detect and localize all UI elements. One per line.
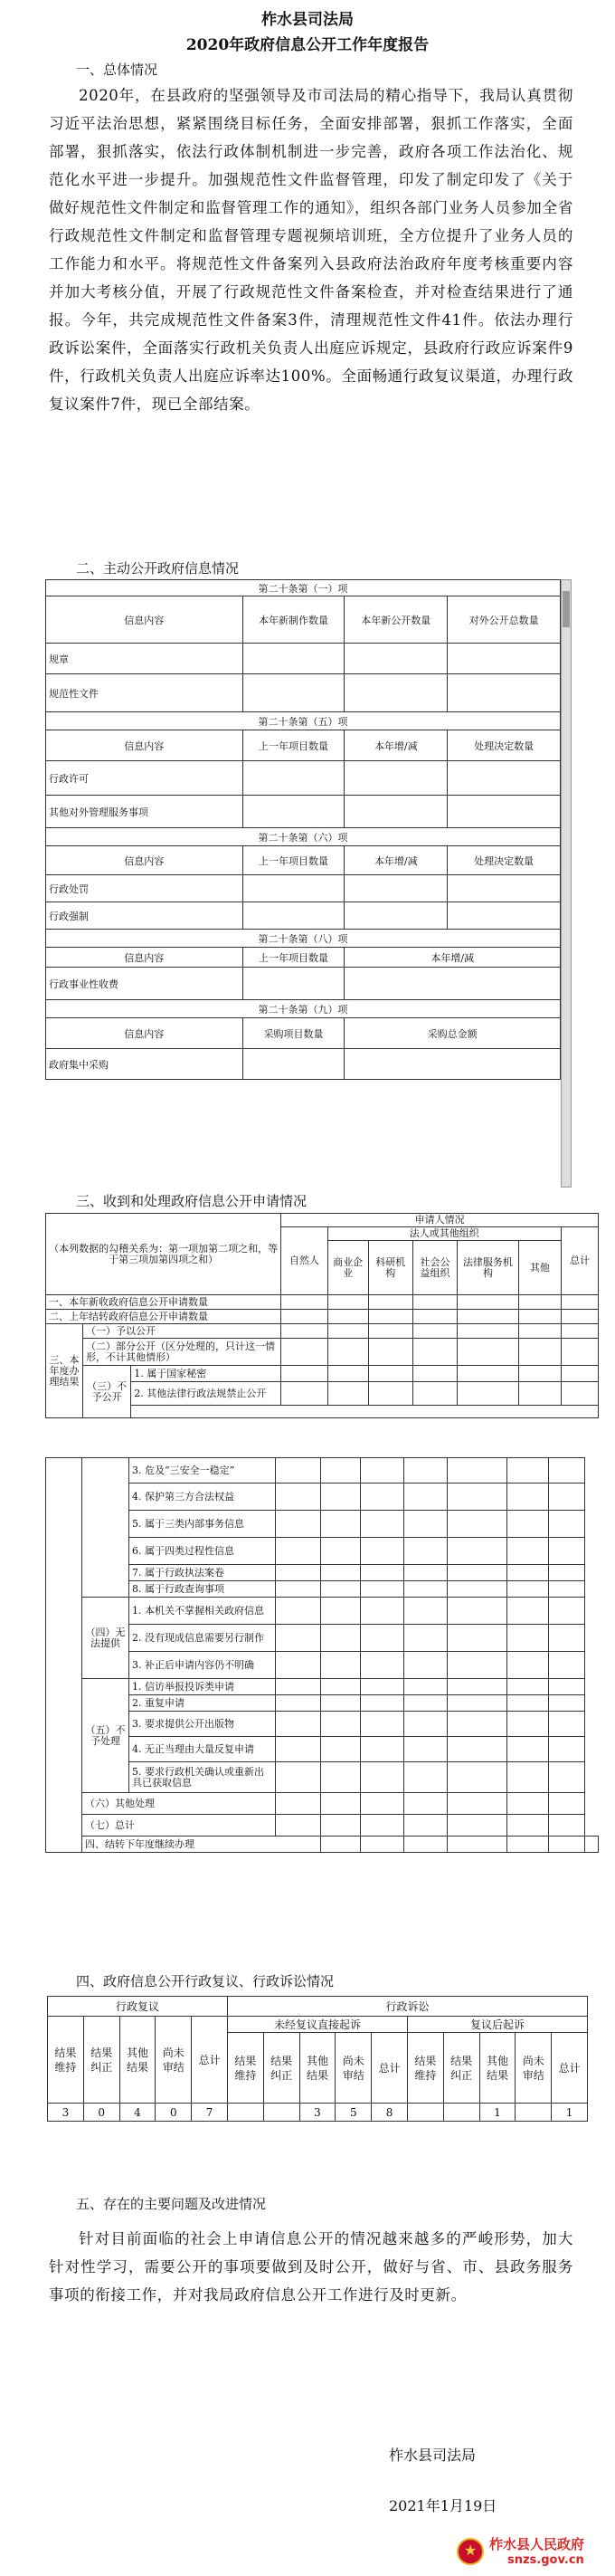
col-header: 结果维持	[227, 2033, 263, 2104]
row-label: 3. 要求提供公开出版物	[129, 1712, 276, 1737]
row-label: 2. 其他法律行政法规禁止公开	[131, 1382, 281, 1406]
row-label: 8. 属于行政查询事项	[129, 1581, 276, 1598]
active-disclosure-table	[45, 579, 561, 1080]
application-table-continued	[45, 1457, 599, 1853]
table-row	[46, 1324, 599, 1339]
block5-header: 第二十条第（九）项	[46, 1000, 561, 1018]
row-label: 5. 要求行政机关确认或重新出具已获取信息	[129, 1762, 276, 1793]
logo-name: 柞水县人民政府	[489, 2536, 585, 2552]
row-label: （三）不予公开	[83, 1366, 131, 1418]
table-row	[46, 875, 561, 902]
table-row	[46, 1049, 561, 1080]
row-label: （五）不予处理	[82, 1679, 129, 1793]
block2-col: 处理决定数量	[448, 730, 561, 761]
col-header: 结果维持	[48, 2017, 84, 2104]
value-cell	[263, 2104, 299, 2122]
section1-heading: 一、总体情况	[76, 62, 158, 78]
block2-header: 第二十条第（五）项	[46, 712, 561, 730]
row-label: 行政强制	[46, 902, 243, 930]
value-cell: 0	[156, 2104, 192, 2122]
table-row	[46, 1837, 599, 1853]
col-header: 尚未审结	[336, 2033, 372, 2104]
value-cell	[407, 2104, 443, 2122]
table-row	[46, 1598, 599, 1625]
table-row	[46, 1652, 599, 1679]
row-label: 规章	[46, 644, 243, 674]
row-label: 7. 属于行政执法案卷	[129, 1565, 276, 1581]
block1-col: 信息内容	[46, 596, 243, 644]
row-label: 规范性文件	[46, 674, 243, 712]
after-recon-header: 复议后起诉	[407, 2017, 587, 2033]
block3-col: 上一年项目数量	[242, 846, 345, 875]
value-cell	[516, 2104, 552, 2122]
row-label: 一、本年新收政府信息公开申请数量	[46, 1295, 281, 1310]
row-label: （二）部分公开（区分处理的，只计这一情形，不计其他情形）	[83, 1339, 281, 1366]
col-header: 尚未审结	[156, 2017, 192, 2104]
block3-col: 信息内容	[46, 846, 243, 875]
table-row	[46, 761, 561, 796]
block3-col: 处理决定数量	[448, 846, 561, 875]
row-label: 1. 信访举报投诉类申请	[129, 1679, 276, 1695]
table-row	[46, 796, 561, 828]
row-label: 5. 属于三类内部事务信息	[129, 1511, 276, 1538]
value-cell: 3	[48, 2104, 84, 2122]
block5-col: 采购总金额	[345, 1018, 561, 1049]
col-natural-person: 自然人	[281, 1227, 327, 1295]
table-scrollbar[interactable]	[561, 579, 572, 1188]
row-label: （一）予以公开	[83, 1324, 281, 1339]
col-header: 结果维持	[407, 2033, 443, 2104]
col-business: 商业企业	[327, 1241, 368, 1295]
col-header: 总计	[552, 2033, 588, 2104]
table-row	[46, 1366, 599, 1382]
section4-heading: 四、政府信息公开行政复议、行政诉讼情况	[76, 1973, 335, 1989]
col-header: 总计	[372, 2033, 408, 2104]
table-row	[46, 902, 561, 930]
table-row	[46, 674, 561, 712]
value-cell: 7	[192, 2104, 228, 2122]
col-header: 结果纠正	[263, 2033, 299, 2104]
table-row	[46, 968, 561, 1000]
table-row	[46, 1458, 599, 1484]
table-row	[46, 1695, 599, 1712]
col-public-welfare: 社会公益组织	[412, 1241, 457, 1295]
table-row	[46, 1310, 599, 1324]
row-label: 行政事业性收费	[46, 968, 243, 1000]
col-header: 总计	[192, 2017, 228, 2104]
legal-entity-header: 法人或其他组织	[327, 1227, 561, 1241]
logo-url: snzs.gov.cn	[507, 2553, 584, 2567]
row-label: 二、上年结转政府信息公开申请数量	[46, 1310, 281, 1324]
table-row	[48, 2104, 588, 2122]
row-label: （六）其他处理	[82, 1793, 276, 1815]
value-cell: 8	[372, 2104, 408, 2122]
table-row	[46, 1295, 599, 1310]
table-row	[46, 1762, 599, 1793]
table-row	[46, 1511, 599, 1538]
row-label: （四）无法提供	[82, 1598, 129, 1679]
row-label: 3. 补正后申请内容仍不明确	[129, 1652, 276, 1679]
value-cell	[227, 2104, 263, 2122]
block3-col: 本年增/减	[345, 846, 448, 875]
table-row	[46, 1625, 599, 1652]
value-cell: 4	[119, 2104, 156, 2122]
scrollbar-thumb[interactable]	[563, 591, 570, 627]
value-cell: 3	[299, 2104, 336, 2122]
emblem-icon	[457, 2538, 484, 2565]
block2-col: 上一年项目数量	[242, 730, 345, 761]
section1-text: 2020年，在县政府的坚强领导及市司法局的精心指导下，我局认真贯彻习近平法治思想，紧紧围绕目标任务，全面安排部署，狠抓工作落实，全面部署，狠抓落实，依法行政体制机制进一步完善，政府各项工作法治化、规范化水平进一步提升。加强规范性文件监督管理，印发了制定印发了《关于做好规范性文件制定和监督管理工作的通知》，组织各部门业务人员参加全省行政规范性文件制定和监督管理专题视频培训班，全方位提升了业务人员的工作能力和水平。将规范性文件备案列入县政府法治政府年度考核重要内容并加大考核分值，开展了行政规范性文件备案检查，并对检查结果进行了通报。今年，共完成规范性文件备案3件，清理规范性文件41件。依法办理行政诉讼案件，全面落实行政机关负责人出庭应诉规定，县政府行政应诉案件9件，行政机关负责人出庭应诉率达100%。全面畅通行政复议渠道，办理行政复议案件7件，现已全部结案。	[49, 87, 573, 413]
row-label: 行政处罚	[46, 875, 243, 902]
report-title-org: 柞水县司法局	[261, 11, 354, 29]
col-header: 结果纠正	[443, 2033, 479, 2104]
value-cell: 5	[336, 2104, 372, 2122]
application-table	[45, 1213, 599, 1418]
table-row	[46, 644, 561, 674]
table-row	[46, 1339, 599, 1366]
row-label: 政府集中采购	[46, 1049, 243, 1080]
row-label: 四、结转下年度继续办理	[82, 1837, 321, 1853]
row-label: 三、本年度办理结果	[46, 1324, 83, 1418]
row-label: 6. 属于四类过程性信息	[129, 1538, 276, 1565]
row-label: 行政许可	[46, 761, 243, 796]
value-cell: 0	[83, 2104, 119, 2122]
table-row	[46, 1484, 599, 1511]
block5-col: 信息内容	[46, 1018, 243, 1049]
col-header: 尚未审结	[516, 2033, 552, 2104]
col-header: 其他结果	[479, 2033, 516, 2104]
recon-header: 行政复议	[48, 1997, 228, 2017]
block4-col: 信息内容	[46, 948, 243, 968]
row-label: 1. 本机关不掌握相关政府信息	[129, 1598, 276, 1625]
table-row	[46, 1712, 599, 1737]
section5-text: 针对目前面临的社会上申请信息公开的情况越来越多的严峻形势，加大针对性学习，需要公开的事项要做到及时公开，做好与省、市、县政务服务事项的衔接工作，并对我局政府信息公开工作进行及时更新。	[49, 2230, 573, 2304]
block4-col: 本年增/减	[345, 948, 561, 968]
government-logo	[457, 2534, 610, 2571]
report-title: 2020年政府信息公开工作年度报告	[185, 36, 430, 54]
applicant-header: 申请人情况	[281, 1214, 599, 1227]
block1-col: 本年新公开数量	[345, 596, 448, 644]
block4-header: 第二十条第（八）项	[46, 930, 561, 948]
value-cell: 1	[479, 2104, 516, 2122]
block2-col: 本年增/减	[345, 730, 448, 761]
footer-date: 2021年1月19日	[389, 2497, 497, 2514]
row-label: 1. 属于国家秘密	[131, 1366, 281, 1382]
section5-heading: 五、存在的主要问题及改进情况	[76, 2196, 267, 2212]
table-row	[46, 1737, 599, 1762]
block1-header: 第二十条第（一）项	[46, 580, 561, 596]
col-research: 科研机构	[368, 1241, 412, 1295]
block4-col: 上一年项目数量	[242, 948, 345, 968]
block1-col: 本年新制作数量	[242, 596, 345, 644]
block2-col: 信息内容	[46, 730, 243, 761]
section3-heading: 三、收到和处理政府信息公开申请情况	[76, 1193, 308, 1209]
block5-col: 采购项目数量	[242, 1018, 345, 1049]
col-total: 总计	[561, 1227, 598, 1295]
col-other: 其他	[518, 1241, 561, 1295]
value-cell: 1	[552, 2104, 588, 2122]
row-label: 其他对外管理服务事项	[46, 796, 243, 828]
row-label: 4. 保护第三方合法权益	[129, 1484, 276, 1511]
lit-header: 行政诉讼	[227, 1997, 587, 2017]
row-label: （七）总计	[82, 1815, 276, 1837]
col-legal-service: 法律服务机构	[458, 1241, 519, 1295]
col-header: 其他结果	[299, 2033, 336, 2104]
block3-header: 第二十条第（六）项	[46, 828, 561, 846]
corner-note: （本列数据的勾稽关系为：第一项加第二项之和，等于第三项加第四项之和）	[46, 1214, 281, 1295]
row-label: 2. 重复申请	[129, 1695, 276, 1712]
no-recon-header: 未经复议直接起诉	[227, 2017, 407, 2033]
col-header: 结果纠正	[83, 2017, 119, 2104]
row-label: 3. 危及“三安全一稳定”	[129, 1458, 276, 1484]
col-header: 其他结果	[119, 2017, 156, 2104]
block1-col: 对外公开总数量	[448, 596, 561, 644]
table-row	[46, 1538, 599, 1565]
row-label: 2. 没有现成信息需要另行制作	[129, 1625, 276, 1652]
value-cell	[443, 2104, 479, 2122]
table-row	[46, 1815, 599, 1837]
review-litigation-table	[47, 1996, 588, 2122]
footer-org: 柞水县司法局	[389, 2447, 477, 2464]
row-label: 4. 无正当理由大量反复申请	[129, 1737, 276, 1762]
section2-heading: 二、主动公开政府信息情况	[76, 560, 240, 577]
table-row	[46, 1565, 599, 1581]
table-row	[46, 1581, 599, 1598]
table-row	[46, 1793, 599, 1815]
table-row	[46, 1679, 599, 1695]
